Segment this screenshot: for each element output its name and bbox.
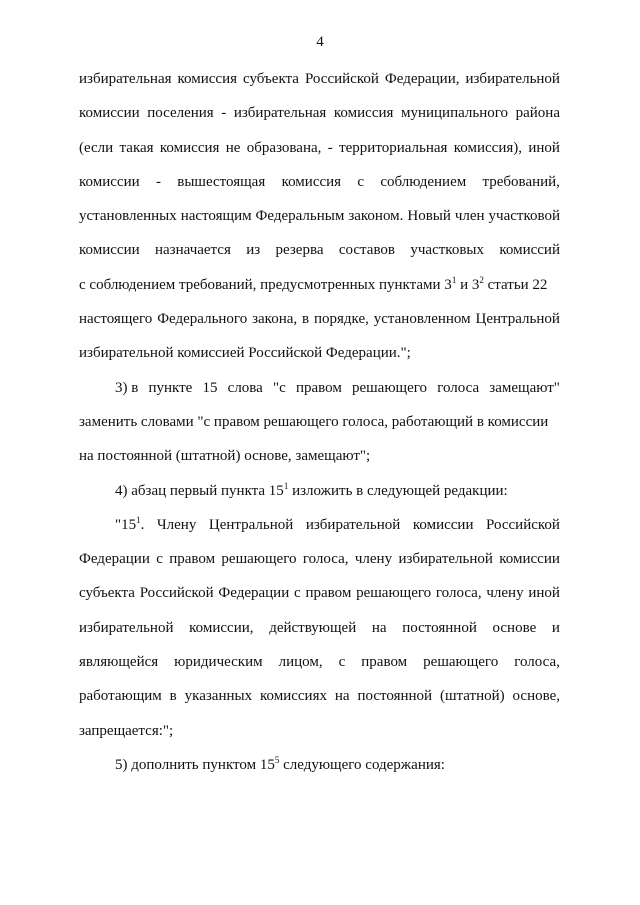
text-line bbox=[79, 62, 560, 96]
paragraph-3-line-justified bbox=[79, 371, 560, 405]
word: Центральной bbox=[208, 516, 294, 533]
text-segment: 4) абзац первый пункта 15 bbox=[115, 482, 284, 499]
word: 15 bbox=[202, 379, 218, 396]
word: резерва bbox=[275, 242, 324, 259]
word: работающим bbox=[79, 688, 162, 705]
word: субъекта bbox=[243, 71, 299, 87]
word: постоянной bbox=[357, 688, 433, 705]
word: комиссии bbox=[412, 516, 474, 533]
word: иной bbox=[528, 585, 560, 602]
text-line bbox=[79, 199, 560, 233]
text-line: избирательной комиссией Российской Федерации."; bbox=[79, 345, 411, 362]
word: комиссии bbox=[499, 551, 560, 568]
text-segment: следующего содержания: bbox=[279, 756, 445, 773]
word: лицом, bbox=[278, 654, 323, 671]
word: образована, bbox=[246, 139, 322, 156]
word: комиссий bbox=[499, 242, 560, 259]
word: избирательной bbox=[305, 516, 401, 533]
word: голоса bbox=[437, 379, 480, 396]
word: Российской bbox=[486, 516, 560, 533]
text-line bbox=[79, 268, 560, 302]
word: территориальная bbox=[339, 139, 448, 156]
text-line bbox=[79, 131, 560, 165]
word: избирательная bbox=[233, 105, 327, 122]
word: решающего bbox=[356, 585, 432, 602]
word: являющейся bbox=[79, 654, 159, 671]
text-line: заменить словами "с правом решающего голоса, работающий в комиссии bbox=[79, 413, 549, 430]
word: избирательной bbox=[465, 71, 560, 87]
word: голоса, bbox=[302, 551, 349, 568]
word: юридическим bbox=[174, 654, 263, 671]
text-line bbox=[79, 576, 560, 610]
word: пункте bbox=[148, 379, 193, 396]
word: слова bbox=[227, 379, 263, 396]
word: не bbox=[225, 139, 241, 156]
text-line-justified bbox=[79, 611, 560, 645]
word: порядке, bbox=[313, 311, 369, 328]
text-line: запрещается:"; bbox=[79, 722, 174, 739]
word: Российской bbox=[304, 71, 379, 87]
word: голоса, bbox=[435, 585, 482, 602]
word: правом bbox=[361, 654, 408, 671]
word: правом bbox=[305, 585, 352, 602]
word: поселения bbox=[147, 105, 214, 122]
word: (если bbox=[79, 139, 114, 156]
quote-line-first bbox=[79, 508, 560, 542]
word: законом. bbox=[348, 208, 404, 225]
word: Федерации bbox=[218, 585, 290, 602]
word: действующей bbox=[269, 619, 357, 636]
word: член bbox=[454, 208, 485, 225]
word: (штатной) bbox=[439, 688, 505, 705]
text-line bbox=[79, 96, 560, 130]
word: постоянной bbox=[402, 619, 477, 636]
word: в bbox=[169, 688, 177, 705]
text-segment: изложить в следующей редакции: bbox=[288, 482, 508, 499]
quote-item-number bbox=[115, 508, 144, 542]
word: и bbox=[551, 619, 560, 636]
word: закона, bbox=[252, 311, 298, 328]
word: участковых bbox=[410, 242, 484, 259]
word: требований, bbox=[482, 173, 560, 190]
word: Федерации, bbox=[384, 71, 460, 87]
word: решающего bbox=[221, 551, 297, 568]
word: Центральной bbox=[475, 311, 560, 328]
word: Российской bbox=[139, 585, 214, 602]
word: комиссия bbox=[333, 105, 394, 122]
word: на bbox=[334, 688, 350, 705]
word: с bbox=[156, 551, 163, 568]
text-segment: 5) дополнить пунктом 15 bbox=[115, 756, 275, 773]
word: иной bbox=[528, 139, 560, 156]
word: Федерального bbox=[157, 311, 248, 328]
word: указанных bbox=[184, 688, 253, 705]
text-line-justified bbox=[79, 679, 560, 713]
word: - bbox=[221, 105, 227, 122]
word: Федеральным bbox=[255, 208, 345, 225]
word: настоящего bbox=[79, 311, 153, 328]
word: такая bbox=[119, 139, 154, 156]
word: комиссия bbox=[159, 139, 220, 156]
word: муниципального bbox=[400, 105, 509, 122]
word: члену bbox=[486, 585, 524, 602]
word: в bbox=[302, 311, 310, 328]
page-number: 4 bbox=[316, 34, 324, 50]
word: установленном bbox=[373, 311, 471, 328]
superscript: 1 bbox=[451, 274, 457, 285]
word: комиссии bbox=[79, 173, 140, 190]
word: избирательной bbox=[398, 551, 493, 568]
word: замещают" bbox=[489, 379, 560, 396]
word: назначается bbox=[155, 242, 231, 259]
paragraph-5-line bbox=[79, 748, 560, 782]
text-segment: и 3 bbox=[456, 276, 480, 293]
superscript: 1 bbox=[283, 480, 289, 491]
text-line bbox=[79, 302, 560, 336]
text-line-justified bbox=[79, 165, 560, 199]
word: комиссиях bbox=[259, 688, 327, 705]
superscript: 5 bbox=[274, 754, 280, 765]
text-segment: статьи 22 bbox=[483, 276, 548, 293]
word: Федерации bbox=[79, 551, 150, 568]
text-line-justified bbox=[79, 233, 560, 267]
text-segment: "15 bbox=[115, 516, 137, 533]
word: соблюдением bbox=[380, 173, 467, 190]
text-segment: с соблюдением требований, предусмотренных пунктами 3 bbox=[79, 276, 452, 293]
paragraph-4-line bbox=[79, 474, 560, 508]
word: основе bbox=[492, 619, 537, 636]
document-body bbox=[79, 62, 560, 782]
word: голоса, bbox=[514, 654, 560, 671]
word: Новый bbox=[407, 208, 451, 225]
word: с bbox=[338, 654, 346, 671]
text-line-justified bbox=[79, 645, 560, 679]
word: установленных bbox=[79, 208, 177, 225]
word: решающего bbox=[351, 379, 428, 396]
word: участковой bbox=[488, 208, 560, 225]
word: комиссия bbox=[281, 173, 342, 190]
word: комиссия), bbox=[453, 139, 523, 156]
word: избирательная bbox=[79, 71, 172, 87]
word: субъекта bbox=[79, 585, 135, 602]
word: комиссия bbox=[177, 71, 238, 87]
word: из bbox=[246, 242, 261, 259]
word: правом bbox=[169, 551, 216, 568]
superscript: 2 bbox=[479, 274, 484, 285]
word: района bbox=[515, 105, 560, 122]
superscript: 1 bbox=[136, 514, 141, 525]
word: на bbox=[371, 619, 387, 636]
word: комиссии bbox=[79, 105, 140, 122]
word: настоящим bbox=[180, 208, 252, 225]
word: комиссии, bbox=[189, 619, 254, 636]
word: составов bbox=[338, 242, 396, 259]
word: с bbox=[357, 173, 365, 190]
word: 3) в bbox=[115, 379, 139, 396]
word: избирательной bbox=[79, 619, 174, 636]
word: - bbox=[327, 139, 333, 156]
word: основе, bbox=[512, 688, 560, 705]
word: комиссии bbox=[79, 242, 140, 259]
word: с bbox=[294, 585, 301, 602]
text-line: на постоянной (штатной) основе, замещают"; bbox=[79, 448, 371, 465]
word: - bbox=[155, 173, 161, 190]
text-segment: . bbox=[140, 516, 145, 533]
word: Члену bbox=[156, 516, 197, 533]
word: решающего bbox=[423, 654, 499, 671]
word: члену bbox=[354, 551, 393, 568]
text-line bbox=[79, 542, 560, 576]
word: "с bbox=[273, 379, 286, 396]
word: вышестоящая bbox=[177, 173, 266, 190]
word: правом bbox=[295, 379, 342, 396]
